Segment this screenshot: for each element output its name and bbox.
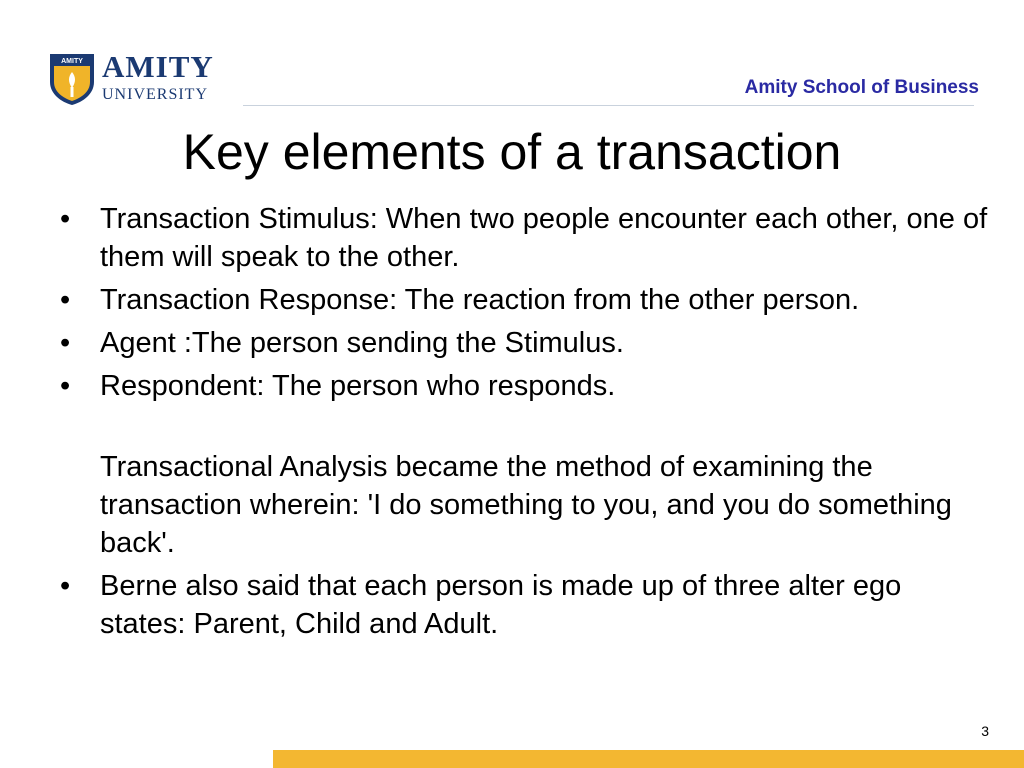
bullet-text: Transaction Stimulus: When two people encounter each other, one of them will speak to the other.: [100, 203, 988, 273]
body-paragraph: Transactional Analysis became the method of examining the transaction wherein: 'I do something to you, and you do something back'.: [100, 451, 952, 559]
bullet-item: [58, 281, 988, 319]
slide-body: [58, 200, 988, 648]
bullet-text: Berne also said that each person is made up of three alter ego states: Parent, Child and Adult.: [100, 570, 902, 640]
footer-accent-bar: [273, 750, 1024, 768]
bullet-text: Transaction Response: The reaction from the other person.: [100, 284, 860, 316]
bullet-dot: •: [60, 370, 71, 402]
bullet-dot: •: [60, 203, 71, 235]
bullet-dot: •: [60, 570, 71, 602]
shield-label: AMITY: [61, 58, 83, 65]
school-name: Amity School of Business: [744, 77, 979, 98]
amity-university-logo: [47, 49, 222, 108]
bullet-item: [58, 324, 988, 362]
bullet-item: [58, 567, 988, 643]
bullet-dot: •: [60, 284, 71, 316]
bullet-text: Respondent: The person who responds.: [100, 370, 616, 402]
amity-shield-torch-icon: [47, 52, 97, 106]
slide-title: Key elements of a transaction: [182, 124, 842, 180]
page-number: 3: [981, 723, 989, 739]
bullet-item: [58, 200, 988, 276]
header-divider: [243, 105, 974, 106]
bullet-dot: •: [60, 327, 71, 359]
bullet-item: [58, 367, 988, 405]
logo-wordmark-amity: AMITY: [102, 49, 214, 84]
logo-wordmark-university: UNIVERSITY: [102, 86, 208, 103]
bullet-text: Agent :The person sending the Stimulus.: [100, 327, 624, 359]
